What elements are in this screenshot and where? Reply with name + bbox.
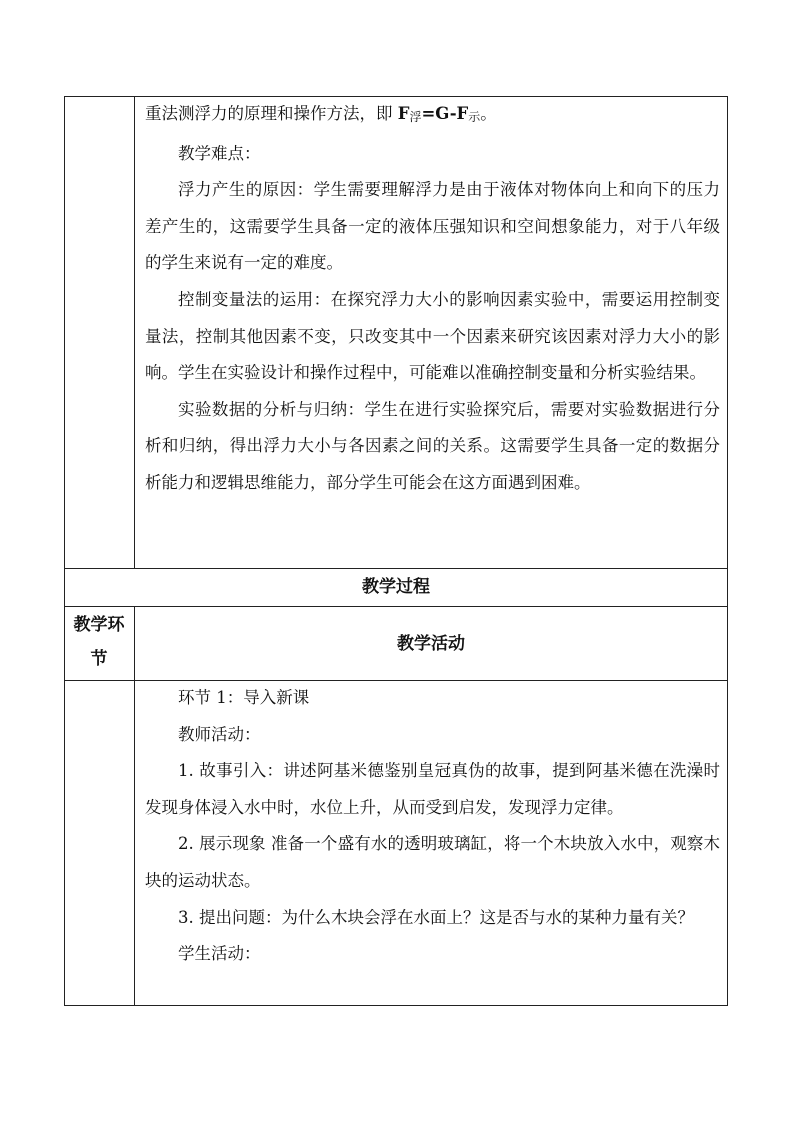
difficulty-paragraph: 控制变量法的运用：在探究浮力大小的影响因素实验中，需要运用控制变量法，控制其他因素不变，只改变其中一个因素来研究该因素对浮力大小的影响。学生在实验设计和操作过程中，可能难以准确控制变量和分析实验结果。 [145, 289, 720, 383]
column-divider [134, 96, 135, 568]
table-divider [64, 606, 728, 607]
activity-item: 1. 故事引入：讲述阿基米德鉴别皇冠真伪的故事，提到阿基米德在洗澡时发现身体浸入水中时，水位上升，从而受到启发，发现浮力定律。 [145, 761, 720, 817]
method-line: 重法测浮力的原理和操作方法，即 F浮=G-F示。 [145, 104, 497, 124]
table-divider [64, 568, 728, 569]
student-activity-title: 学生活动： [178, 944, 261, 964]
stage-column-header: 教学环节 [73, 615, 125, 669]
activity-item: 2. 展示现象 准备一个盛有水的透明玻璃缸，将一个木块放入水中，观察木块的运动状态。 [145, 834, 720, 890]
table-border-left [64, 96, 65, 1006]
activity-column-header: 教学活动 [397, 634, 465, 654]
activity-item: 3. 提出问题：为什么木块会浮在水面上？这是否与水的某种力量有关？ [178, 907, 694, 927]
process-header: 教学过程 [362, 577, 430, 597]
lesson-table [64, 96, 728, 1006]
stage-title: 环节 1：导入新课 [178, 688, 310, 707]
difficulty-paragraph: 浮力产生的原因：学生需要理解浮力是由于液体对物体向上和向下的压力差产生的，这需要学生具备一定的液体压强知识和空间想象能力，对于八年级的学生来说有一定的难度。 [145, 180, 720, 273]
table-border-right [727, 96, 728, 1006]
intro-stage-section [145, 680, 720, 973]
difficulty-title: 教学难点： [178, 143, 261, 163]
table-border-bottom [64, 1005, 728, 1006]
teacher-activity-title: 教师活动： [178, 724, 261, 744]
difficulty-paragraph: 实验数据的分析与归纳：学生在进行实验探究后，需要对实验数据进行分析和归纳，得出浮力大小与各因素之间的关系。这需要学生具备一定的数据分析能力和逻辑思维能力，部分学生可能会在这方面遇到困难。 [145, 399, 720, 492]
difficulty-section [145, 96, 720, 502]
